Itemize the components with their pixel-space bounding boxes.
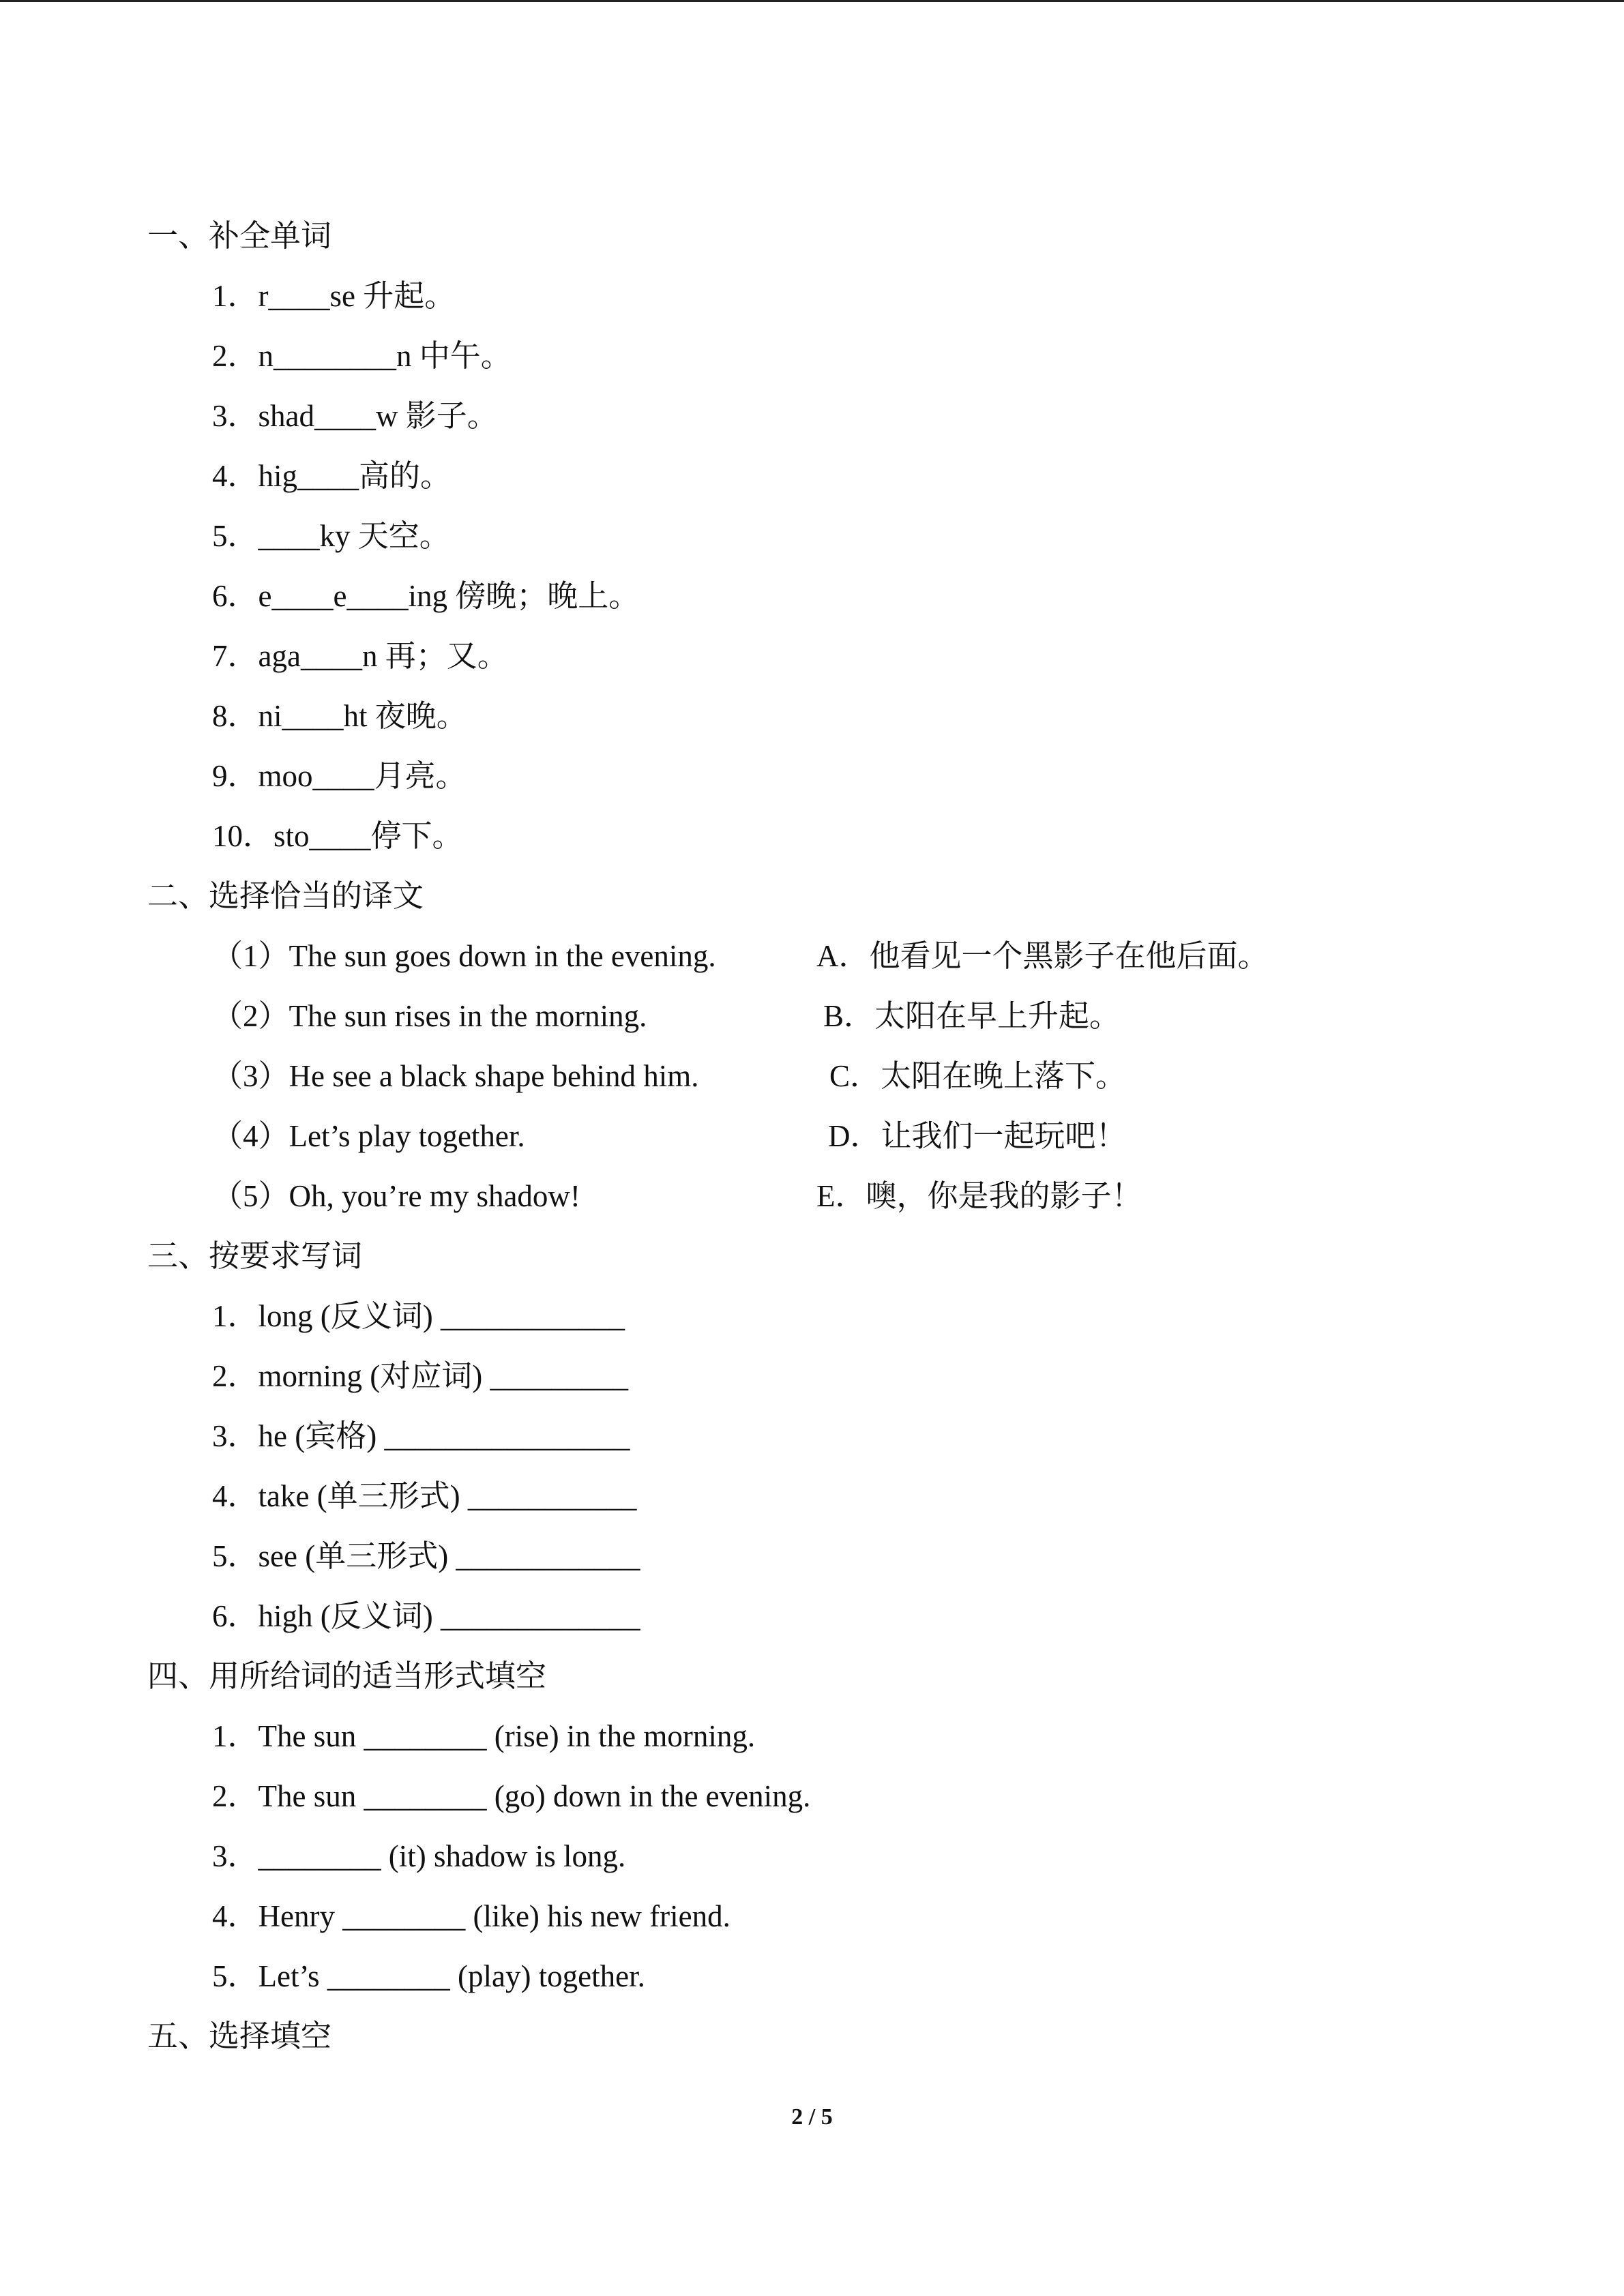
sec1-item-3: 3．shad____w 影子。 — [212, 399, 498, 433]
sec2-translation-c: C．太阳在晚上落下。 — [829, 1059, 1127, 1093]
section-1-heading: 一、补全单词 — [147, 219, 332, 253]
sec1-item-2: 2．n________n 中午。 — [212, 339, 512, 373]
sec2-sentence-1: （1）The sun goes down in the evening. — [212, 939, 716, 973]
sec2-translation-e: E．噢，你是我的影子！ — [816, 1179, 1142, 1213]
sec4-item-2: 2．The sun ________ (go) down in the evening. — [212, 1779, 811, 1813]
sec4-item-4: 4．Henry ________ (like) his new friend. — [212, 1899, 730, 1933]
sec1-item-7: 7．aga____n 再；又。 — [212, 639, 508, 673]
sec3-item-4: 4．take (单三形式) ___________ — [212, 1479, 637, 1513]
sec2-sentence-5: （5）Oh, you’re my shadow! — [212, 1179, 580, 1213]
sec2-sentence-2: （2）The sun rises in the morning. — [212, 999, 647, 1033]
sec2-sentence-4: （4）Let’s play together. — [212, 1119, 525, 1153]
sec3-item-3: 3．he (宾格) ________________ — [212, 1419, 630, 1453]
section-5-heading: 五、选择填空 — [147, 2019, 332, 2053]
sec4-item-5: 5．Let’s ________ (play) together. — [212, 1959, 645, 1993]
sec1-item-4: 4．hig____高的。 — [212, 459, 452, 493]
sec1-item-5: 5．____ky 天空。 — [212, 519, 450, 553]
sec1-item-9: 9．moo____月亮。 — [212, 759, 467, 793]
sec2-translation-a: A．他看见一个黑影子在他后面。 — [816, 939, 1269, 973]
sec2-translation-b: B．太阳在早上升起。 — [823, 999, 1121, 1033]
section-4-heading: 四、用所给词的适当形式填空 — [147, 1659, 547, 1693]
section-2-heading: 二、选择恰当的译文 — [147, 879, 424, 913]
section-3-heading: 三、按要求写词 — [147, 1239, 363, 1273]
sec3-item-2: 2．morning (对应词) _________ — [212, 1359, 628, 1393]
sec1-item-10: 10．sto____停下。 — [212, 819, 463, 853]
sec1-item-6: 6．e____e____ing 傍晚；晚上。 — [212, 579, 640, 613]
sec3-item-6: 6．high (反义词) _____________ — [212, 1599, 640, 1633]
sec2-translation-d: D．让我们一起玩吧！ — [828, 1119, 1127, 1153]
sec3-item-5: 5．see (单三形式) ____________ — [212, 1539, 640, 1573]
sec3-item-1: 1．long (反义词) ____________ — [212, 1299, 625, 1333]
page-number: 2 / 5 — [791, 2104, 833, 2130]
top-border-line — [0, 0, 1624, 2]
sec1-item-1: 1．r____se 升起。 — [212, 279, 456, 313]
sec4-item-3: 3．________ (it) shadow is long. — [212, 1839, 626, 1873]
sec1-item-8: 8．ni____ht 夜晚。 — [212, 699, 467, 733]
sec4-item-1: 1．The sun ________ (rise) in the morning. — [212, 1719, 756, 1753]
sec2-sentence-3: （3）He see a black shape behind him. — [212, 1059, 699, 1093]
